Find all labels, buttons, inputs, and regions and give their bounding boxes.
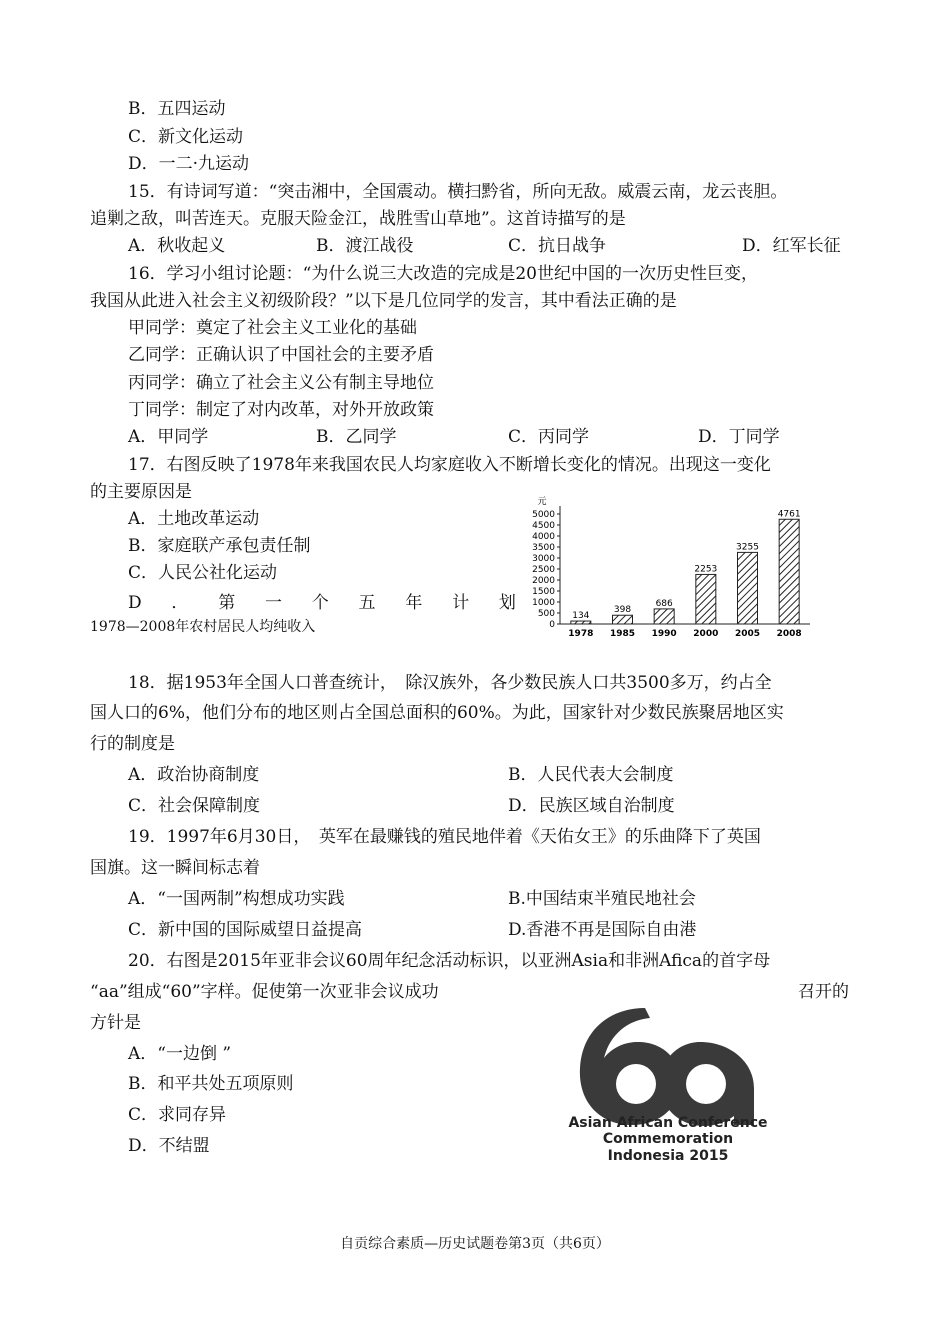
bar-value-label: 686: [655, 598, 673, 609]
y-tick-label: 4000: [532, 532, 555, 542]
q16-option-b: B．乙同学: [316, 427, 397, 447]
q18-option-a: A．政治协商制度: [128, 765, 260, 785]
q19-option-b: B.中国结束半殖民地社会: [508, 889, 696, 909]
q15-option-d: D．红军长征: [742, 236, 841, 256]
q17-stem-cont: 的主要原因是: [90, 482, 192, 502]
y-tick-label: 3500: [532, 543, 555, 553]
q14-option-c: C．新文化运动: [128, 127, 244, 147]
bar-value-label: 398: [613, 605, 632, 616]
y-tick-label: 2500: [532, 565, 555, 575]
q17-option-d-part: 划: [498, 593, 516, 613]
aa60-mark-icon: [580, 1008, 754, 1126]
bar: [738, 552, 758, 624]
bar: [613, 615, 633, 624]
q16-option-d: D．丁同学: [698, 427, 780, 447]
chart-caption: 1978—2008年农村居民人均纯收入: [90, 619, 316, 635]
bar-value-label: 134: [572, 611, 590, 622]
q15-option-b: B．渡江战役: [316, 236, 414, 256]
y-unit-label: 元: [537, 497, 547, 507]
q19-option-a: A．“一国两制”构想成功实践: [128, 889, 345, 909]
q20-stem: 20．右图是2015年亚非会议60周年纪念活动标识，以亚洲Asia和非洲Afica的首字母: [128, 951, 771, 971]
q19-stem: 19．1997年6月30日， 英军在最赚钱的殖民地伴着《天佑女王》的乐曲降下了英国: [128, 827, 761, 847]
x-tick-label: 2000: [693, 629, 719, 639]
q15-option-a: A．秋收起义: [128, 236, 226, 256]
q14-option-d: D．一二·九运动: [128, 154, 250, 174]
q19-stem-cont: 国旗。这一瞬间标志着: [90, 858, 260, 878]
q20-stem-cont: “aa”组成“60”字样。促使第一次亚非会议成功: [90, 982, 439, 1002]
x-tick-label: 1990: [651, 629, 677, 639]
aa60-logo: [540, 990, 800, 1170]
logo-line-2: Commemoration: [602, 1131, 734, 1147]
bar-value-label: 4761: [777, 509, 801, 520]
q18-stem: 18．据1953年全国人口普查统计， 除汉族外，各少数民族人口共3500多万，约占全: [128, 673, 772, 693]
y-tick-label: 0: [549, 620, 555, 630]
bar-value-label: 3255: [736, 542, 759, 553]
q18-option-d: D．民族区域自治制度: [508, 796, 675, 816]
q17-option-d-part: 个: [311, 593, 329, 613]
bar: [654, 609, 674, 624]
q17-option-b: B．家庭联产承包责任制: [128, 536, 311, 556]
y-tick-label: 500: [537, 609, 555, 619]
q18-option-c: C．社会保障制度: [128, 796, 261, 816]
q17-option-d-part: 计: [452, 593, 470, 613]
q15-stem-cont: 追剿之敌，叫苦连天。克服天险金江，战胜雪山草地”。这首诗描写的是: [90, 209, 626, 229]
x-tick-label: 2005: [734, 629, 761, 639]
q17-option-c: C．人民公社化运动: [128, 563, 278, 583]
bar: [571, 621, 591, 624]
q17-option-d-part: 一: [264, 593, 282, 613]
q20-option-c: C．求同存异: [128, 1105, 227, 1125]
y-tick-label: 1000: [532, 598, 555, 608]
q20-option-a: A．“一边倒 ”: [128, 1044, 232, 1064]
q17-option-d-part: ．: [171, 593, 189, 613]
q15-option-c: C．抗日战争: [508, 236, 607, 256]
q18-option-b: B．人民代表大会制度: [508, 765, 674, 785]
q15-stem: 15．有诗词写道：“突击湘中，全国震动。横扫黔省，所向无敌。威震云南，龙云丧胆。: [128, 182, 788, 202]
y-tick-label: 4500: [532, 521, 555, 531]
page-footer: 自贡综合素质—历史试题卷第3页（共6页）: [340, 1236, 610, 1252]
q20-option-b: B．和平共处五项原则: [128, 1074, 294, 1094]
bar-value-label: 2253: [694, 564, 718, 575]
y-tick-label: 5000: [532, 510, 555, 520]
q16-statement-1: 甲同学：奠定了社会主义工业化的基础: [128, 318, 417, 338]
q16-statement-4: 丁同学：制定了对内改革，对外开放政策: [128, 400, 434, 420]
x-tick-label: 2008: [776, 629, 802, 639]
q17-option-d: [128, 592, 516, 614]
q17-option-d-part: 第: [218, 593, 236, 613]
bar: [779, 519, 799, 624]
q17-option-d-part: 年: [405, 593, 423, 613]
income-bar-chart: [520, 494, 820, 644]
q18-stem-cont: 国人口的6%，他们分布的地区则占全国总面积的60%。为此，国家针对少数民族聚居地区实: [90, 703, 784, 723]
x-tick-label: 1978: [568, 629, 594, 639]
q19-option-d: D.香港不再是国际自由港: [508, 920, 697, 940]
q16-statement-3: 丙同学：确立了社会主义公有制主导地位: [128, 373, 434, 393]
q19-option-c: C．新中国的国际威望日益提高: [128, 920, 363, 940]
q14-option-b: B．五四运动: [128, 99, 226, 119]
bar: [696, 574, 716, 624]
q16-option-c: C．丙同学: [508, 427, 590, 447]
q17-option-d-part: 五: [358, 593, 376, 613]
q20-option-d: D．不结盟: [128, 1136, 210, 1156]
y-tick-label: 2000: [532, 576, 555, 586]
q20-stem-cont-right: 召开的: [798, 982, 849, 1002]
y-tick-label: 3000: [532, 554, 555, 564]
logo-line-3: Indonesia 2015: [607, 1148, 729, 1164]
q16-statement-2: 乙同学：正确认识了中国社会的主要矛盾: [128, 345, 434, 365]
q20-stem-cont2: 方针是: [90, 1013, 141, 1033]
q17-stem: 17．右图反映了1978年来我国农民人均家庭收入不断增长变化的情况。出现这一变化: [128, 455, 771, 475]
y-tick-label: 1500: [532, 587, 555, 597]
q16-stem-cont: 我国从此进入社会主义初级阶段？”以下是几位同学的发言，其中看法正确的是: [90, 291, 677, 311]
q16-option-a: A．甲同学: [128, 427, 209, 447]
x-tick-label: 1985: [609, 629, 636, 639]
q18-stem-cont2: 行的制度是: [90, 734, 175, 754]
q16-stem: 16．学习小组讨论题：“为什么说三大改造的完成是20世纪中国的一次历史性巨变，: [128, 264, 758, 284]
q17-option-a: A．土地改革运动: [128, 509, 260, 529]
logo-line-1: Asian African Conference: [568, 1115, 768, 1131]
q17-option-d-part: D: [128, 593, 142, 613]
